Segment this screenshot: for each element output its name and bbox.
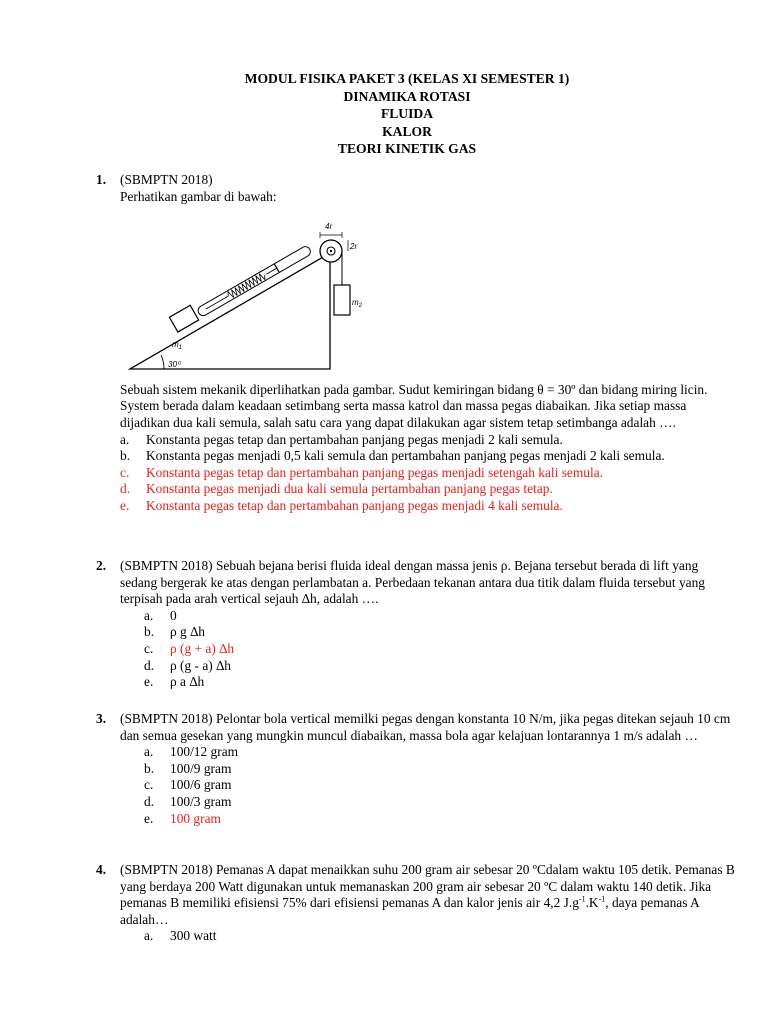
answer-options: [144, 928, 736, 945]
answer-options: [120, 432, 736, 515]
m1-label: $m_1$: [172, 340, 183, 352]
option-a: a. 0: [144, 607, 177, 623]
answer-options: [144, 608, 736, 691]
block-m2: [334, 285, 350, 315]
question-number: 4.: [96, 862, 107, 877]
question-body: (SBMPTN 2018) Pemanas A dapat menaikkan suhu 200 gram air sebesar 20 ºCdalam waktu 105 detik. Pemanas B yang berdaya 200 Watt digunakan untuk memanaskan 200 gram air sebesar 20 ºC dalam waktu 140 detik. Jika pemanas B memiliki efisiensi 75% dari efisiensi pemanas A dan kalor jenis air 4,2 $J.g^{-1}.K^{-1}$, daya pemanas A adalah…: [120, 862, 735, 927]
option-a: a. 300 watt: [144, 928, 217, 944]
question-body: (SBMPTN 2018) Sebuah bejana berisi fluida ideal dengan massa jenis ρ. Bejana tersebut berada di lift yang sedang bergerak ke atas dengan perlambatan a. Perbedaan tekanan antara dua titik dalam fluida tersebut yang terpisah pada arah vertical sejauh ∆h, adalah ….: [120, 558, 705, 607]
option-c: c. Konstanta pegas tetap dan pertambahan panjang pegas menjadi setengah kali semula.: [120, 464, 603, 480]
question-number: 1.: [96, 172, 107, 187]
question-body: Sebuah sistem mekanik diperlihatkan pada gambar. Sudut kemiringan bidang θ = 30º dan bidang miring licin. System berada dalam keadaan setimbang serta massa katrol dan massa pegas diabaikan. Jika setiap massa dijadikan dua kali semula, salah satu cara yang dapat dilakukan agar sistem tetap setimbanga adalah ….: [120, 381, 708, 430]
question-number: 3.: [96, 711, 107, 726]
header-title: MODUL FISIKA PAKET 3 (KELAS XI SEMESTER 1): [244, 71, 570, 86]
inclined-plane-figure: [128, 217, 368, 377]
header-topic-1: DINAMIKA ROTASI: [343, 88, 471, 104]
m2-label: $m_2$: [352, 298, 363, 310]
answer-options: [144, 744, 736, 827]
option-d: d. 100/3 gram: [144, 793, 232, 809]
header-topic-3: KALOR: [382, 123, 432, 139]
question-4: [96, 862, 736, 945]
string-tube: [196, 245, 312, 318]
option-b: b. ρ g ∆h: [144, 624, 205, 640]
angle-label: 30⁰: [168, 360, 181, 370]
question-1: [96, 172, 736, 515]
option-b: b. 100/9 gram: [144, 760, 232, 776]
question-intro: Perhatikan gambar di bawah:: [120, 188, 277, 204]
option-a: a. Konstanta pegas tetap dan pertambahan panjang pegas menjadi 2 kali semula.: [120, 431, 563, 447]
header-topic-2: FLUIDA: [380, 106, 434, 121]
angle-arc: [161, 355, 164, 369]
document-header: [0, 70, 768, 158]
question-source: (SBMPTN 2018): [120, 172, 213, 187]
question-3: [96, 711, 736, 827]
question-number: 2.: [96, 558, 107, 573]
diameter-label: 4r: [325, 222, 333, 232]
option-e: e. 100 gram: [144, 810, 221, 826]
option-e: e. ρ a ∆h: [144, 674, 205, 690]
option-c: c. 100/6 gram: [144, 777, 232, 793]
option-b: b. Konstanta pegas menjadi 0,5 kali semula dan pertambahan panjang pegas menjadi 2 kali semula.: [120, 448, 665, 464]
option-d: d. Konstanta pegas menjadi dua kali semula pertambahan panjang pegas tetap.: [120, 481, 553, 497]
option-e: e. Konstanta pegas tetap dan pertambahan panjang pegas menjadi 4 kali semula.: [120, 497, 563, 513]
option-c: c. ρ (g + a) ∆h: [144, 640, 235, 656]
header-topic-4: TEORI KINETIK GAS: [337, 141, 477, 156]
question-body: (SBMPTN 2018) Pelontar bola vertical memilki pegas dengan konstanta 10 N/m, jika pegas ditekan sejauh 10 cm dan semua gesekan yang mungkin muncul diabaikan, massa bola agar kelajuan lontarannya 1 m/s adalah …: [120, 711, 731, 743]
question-2: [96, 558, 736, 691]
block-m1: [169, 305, 198, 332]
radius-label: 2r: [350, 242, 358, 252]
option-a: a. 100/12 gram: [144, 744, 239, 760]
incline-triangle: [130, 253, 330, 369]
option-d: d. ρ (g - a) ∆h: [144, 657, 231, 673]
